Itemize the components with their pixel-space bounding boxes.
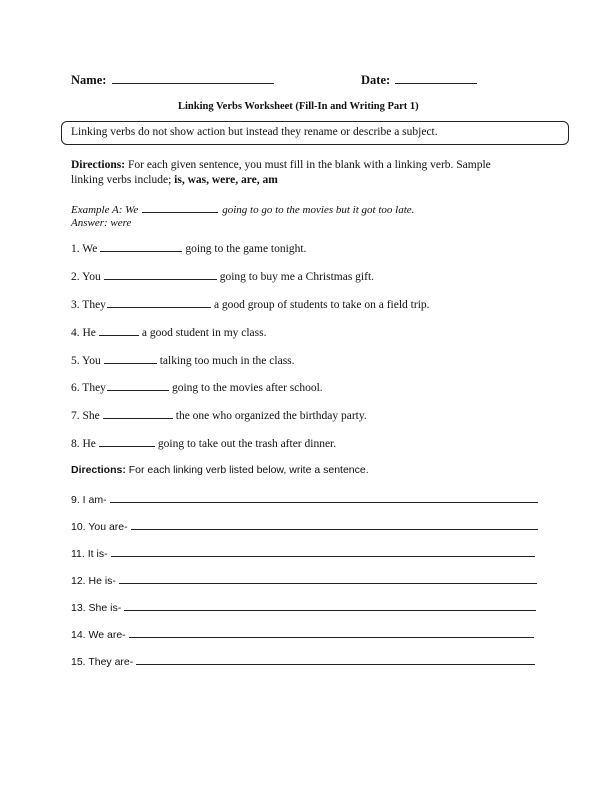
question-subject: You xyxy=(82,355,101,367)
answer-blank[interactable] xyxy=(104,353,157,364)
writing-item-13 xyxy=(71,600,536,614)
answer-blank[interactable] xyxy=(107,297,211,308)
question-1 xyxy=(71,241,306,255)
question-2 xyxy=(71,269,374,283)
question-rest: a good student in my class. xyxy=(141,327,267,339)
answer-blank[interactable] xyxy=(107,380,169,391)
question-subject: You xyxy=(82,271,101,283)
question-4 xyxy=(71,325,267,339)
question-8 xyxy=(71,436,336,450)
intro-box xyxy=(61,121,569,145)
directions-1-label: Directions: xyxy=(71,159,126,171)
question-number: 7. xyxy=(71,410,80,422)
answer-blank[interactable] xyxy=(99,325,139,336)
question-subject: She xyxy=(82,410,100,422)
writing-item-9 xyxy=(71,492,538,506)
writing-label: 10. You are- xyxy=(71,521,128,533)
date-field[interactable] xyxy=(395,73,477,84)
name-field[interactable] xyxy=(112,73,274,84)
question-rest: going to the movies after school. xyxy=(171,382,323,394)
answer-blank[interactable] xyxy=(100,241,182,252)
writing-item-10 xyxy=(71,519,538,533)
date-label: Date: xyxy=(361,73,391,87)
question-rest: talking too much in the class. xyxy=(159,355,295,367)
writing-label: 11. It is- xyxy=(71,548,108,560)
question-number: 6. xyxy=(71,382,80,394)
directions-1-line2: linking verbs include; xyxy=(71,174,172,186)
question-subject: He xyxy=(82,327,96,339)
question-rest: going to the game tonight. xyxy=(185,243,307,255)
directions-2 xyxy=(71,464,369,476)
question-number: 1. xyxy=(71,243,80,255)
writing-line[interactable] xyxy=(110,492,538,503)
question-7 xyxy=(71,408,367,422)
writing-item-12 xyxy=(71,573,537,587)
intro-text: Linking verbs do not show action but instead they rename or describe a subject. xyxy=(71,126,438,138)
writing-line[interactable] xyxy=(131,519,538,530)
name-label: Name: xyxy=(71,73,107,87)
example-label: Example A: We xyxy=(71,204,139,216)
question-subject: He xyxy=(82,438,96,450)
question-5 xyxy=(71,353,295,367)
question-subject: They xyxy=(82,382,106,394)
writing-label: 13. She is- xyxy=(71,602,122,614)
question-number: 2. xyxy=(71,271,80,283)
question-subject: They xyxy=(82,299,106,311)
question-number: 8. xyxy=(71,438,80,450)
writing-line[interactable] xyxy=(119,573,537,584)
writing-line[interactable] xyxy=(124,600,536,611)
directions-1-text: For each given sentence, you must fill in the blank with a linking verb. Sample xyxy=(125,159,491,171)
writing-label: 12. He is- xyxy=(71,575,116,587)
question-3 xyxy=(71,297,430,311)
example xyxy=(71,202,414,230)
question-subject: We xyxy=(82,243,98,255)
writing-label: 14. We are- xyxy=(71,629,126,641)
question-rest: going to take out the trash after dinner. xyxy=(157,438,337,450)
writing-line[interactable] xyxy=(111,546,535,557)
directions-1-verbs: is, was, were, are, am xyxy=(171,174,278,186)
directions-2-label: Directions: xyxy=(71,464,126,476)
writing-item-11 xyxy=(71,546,535,560)
writing-line[interactable] xyxy=(129,627,534,638)
question-number: 5. xyxy=(71,355,80,367)
name-row xyxy=(71,73,277,88)
answer-blank[interactable] xyxy=(99,436,155,447)
example-blank xyxy=(142,202,218,213)
directions-1 xyxy=(71,158,491,188)
question-number: 3. xyxy=(71,299,80,311)
answer-blank[interactable] xyxy=(103,408,173,419)
example-answer: Answer: were xyxy=(71,217,132,229)
writing-label: 9. I am- xyxy=(71,494,107,506)
worksheet-title: Linking Verbs Worksheet (Fill-In and Writing Part 1) xyxy=(178,101,419,112)
date-row xyxy=(361,73,480,88)
writing-line[interactable] xyxy=(136,654,535,665)
question-6 xyxy=(71,380,323,394)
writing-label: 15. They are- xyxy=(71,656,134,668)
answer-blank[interactable] xyxy=(104,269,217,280)
question-rest: going to buy me a Christmas gift. xyxy=(219,271,375,283)
writing-item-15 xyxy=(71,654,535,668)
writing-item-14 xyxy=(71,627,534,641)
question-rest: the one who organized the birthday party. xyxy=(175,410,367,422)
directions-2-text: For each linking verb listed below, write a sentence. xyxy=(125,464,369,476)
example-rest: going to go to the movies but it got too late. xyxy=(222,204,415,216)
question-number: 4. xyxy=(71,327,80,339)
question-rest: a good group of students to take on a field trip. xyxy=(213,299,430,311)
